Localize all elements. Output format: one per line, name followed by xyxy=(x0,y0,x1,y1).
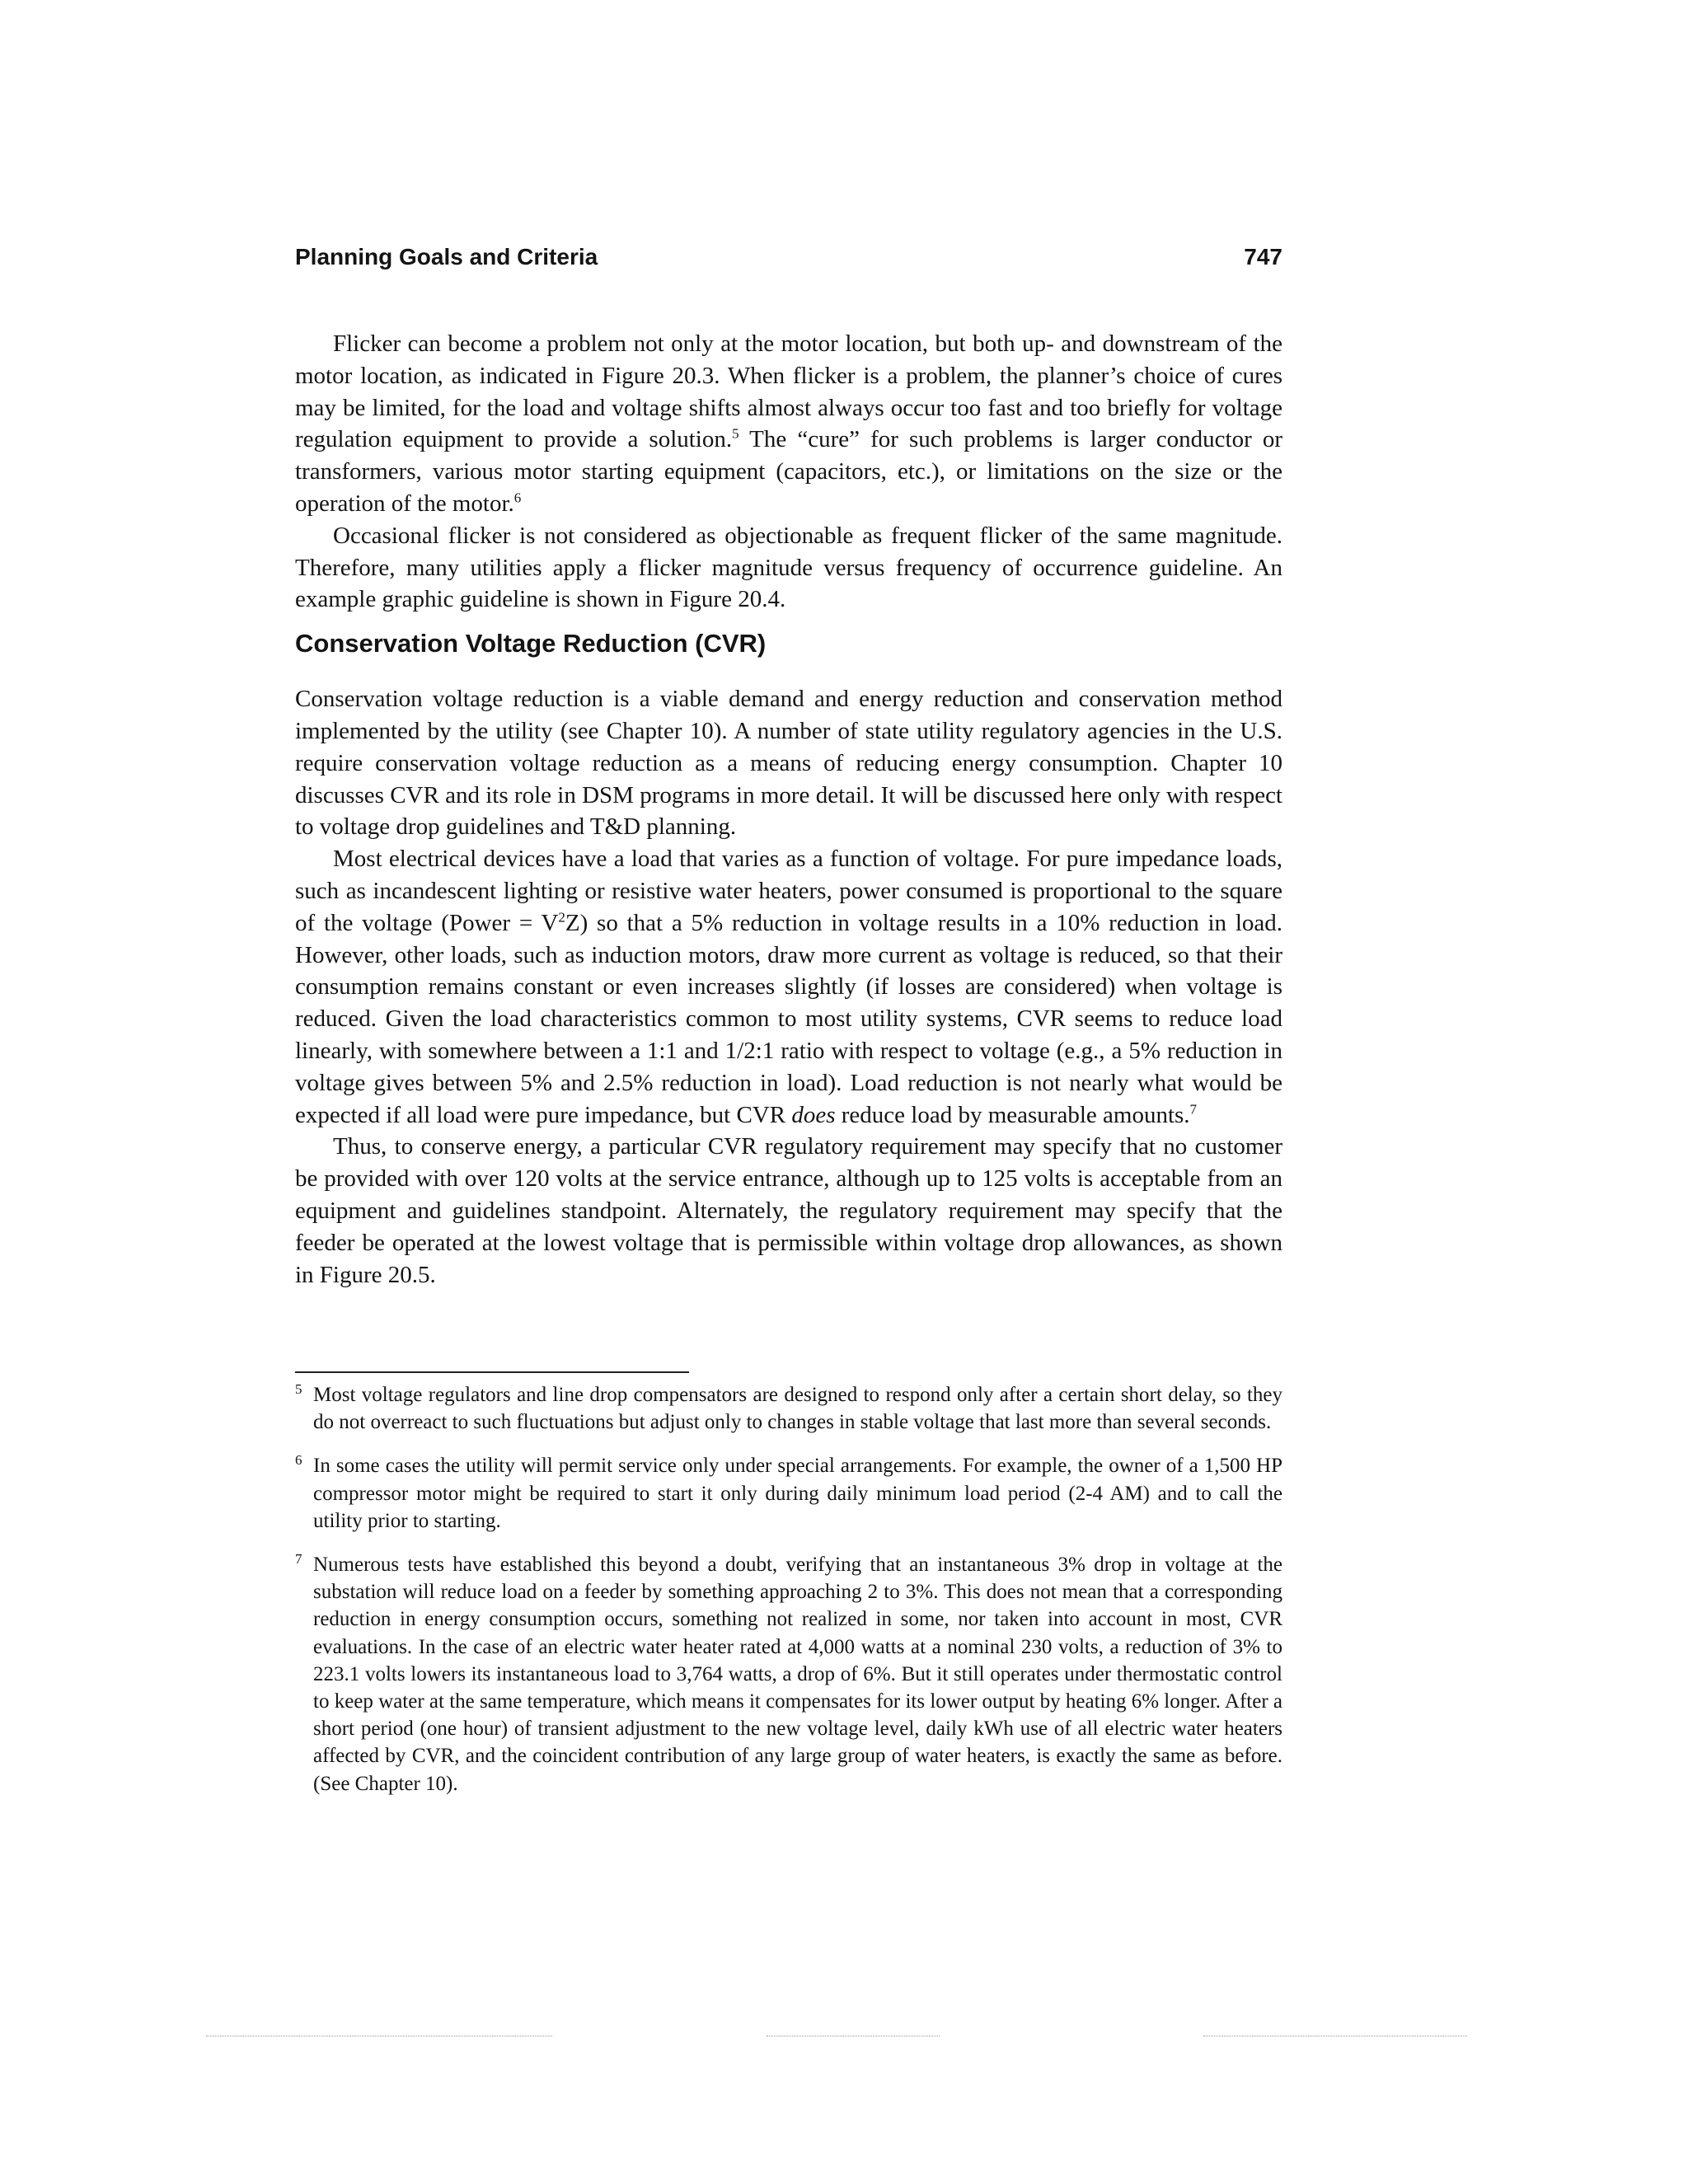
footnote-divider xyxy=(295,1371,689,1373)
footnote-ref-5: 5 xyxy=(732,425,739,442)
footnote-ref-6: 6 xyxy=(513,490,522,506)
footnote-text: Most voltage regulators and line drop compensators are designed to respond only after a certain short delay, so they do not overreact to such fluctuations but adjust only to changes in stable voltage that last more than several seconds. xyxy=(313,1384,1282,1434)
section-heading: Conservation Voltage Reduction (CVR) xyxy=(295,629,767,658)
paragraph-cvr-intro: Conservation voltage reduction is a viable demand and energy reduction and conservation method implemented by the utility (see Chapter 10). A number of state utility regulatory agencies in the U.S. require conservation voltage reduction as a means of reducing energy consumption. Chapter 10 discusses CVR and its role in DSM programs in more detail. It will be discussed here only with respect to voltage drop guidelines and T&D planning. xyxy=(295,686,1282,841)
footnote-text: Numerous tests have established this beyond a doubt, verifying that an instantaneous 3% drop in voltage at the substation will reduce load on a feeder by something approaching 2 to 3%. This does not mean that a corresponding reduction in energy consumption occurs, something not realized in some, nor taken into account in most, CVR evaluations. In the case of an electric water heater rated at 4,000 watts at a nominal 230 volts, a reduction of 3% to 223.1 volts lowers its instantaneous load to 3,764 watts, a drop of 6%. But it still operates under thermostatic control to keep water at the same temperature, which means it compensates for its lower output by heating 6% longer. After a short period (one hour) of transient adjustment to the new voltage level, daily kWh use of all electric water heaters affected by CVR, and the coincident contribution of any large group of water heaters, is exactly the same as before. (See Chapter 10). xyxy=(313,1554,1283,1795)
paragraph-text: The “cure” for such problems is larger conductor or transformers, various motor starting equipment (capacitors, etc.), or limitations on the size or the operation of the motor. xyxy=(295,426,1283,517)
paragraph-cvr-requirement: Thus, to conserve energy, a particular CVR regulatory requirement may specify that no customer be provided with over 120 volts at the service entrance, although up to 125 volts is acceptable from an equipment and guidelines standpoint. Alternately, the regulatory requirement may specify that the feeder be operated at the lowest voltage that is permissible within voltage drop allowances, as shown in Figure 20.5. xyxy=(295,1133,1282,1288)
paragraph-occasional-flicker: Occasional flicker is not considered as objectionable as frequent flicker of the same magnitude. Therefore, many utilities apply a flicker magnitude versus frequency of occurrence guideline. An example graphic guideline is shown in Figure 20.4. xyxy=(295,522,1282,613)
paragraph-text: Most electrical devices have a load that varies as a function of voltage. For pure impedance loads, such as incandescent lighting or resistive water heaters, power consumed is proportional to the square of the voltage (Power = V xyxy=(295,846,1282,936)
footnote-7: 7 Numerous tests have established this beyond a doubt, verifying that an instantaneous 3% drop in voltage at the substation will reduce load on a feeder by something approaching 2 to 3%. This does not mean that a corresponding reduction in energy consumption occurs, something not realized in some, nor taken into account in most, CVR evaluations. In the case of an electric water heater rated at 4,000 watts at a nominal 230 volts, a reduction of 3% to 223.1 volts lowers its instantaneous load to 3,764 watts, a drop of 6%. But it still operates under thermostatic control to keep water at the same temperature, which means it compensates for its lower output by heating 6% longer. After a short period (one hour) of transient adjustment to the new voltage level, daily kWh use of all electric water heaters affected by CVR, and the coincident contribution of any large group of water heaters, is exactly the same as before. (See Chapter 10). xyxy=(295,1550,1283,1795)
footnote-ref-7: 7 xyxy=(1189,1100,1198,1117)
exponent: 2 xyxy=(558,909,565,926)
body-text xyxy=(295,328,1282,1291)
paragraph-flicker-cures xyxy=(295,328,1282,520)
emphasis-text: does xyxy=(791,1101,836,1128)
footnote-6: 6 In some cases the utility will permit service only under special arrangements. For example, the owner of a 1,500 HP compressor motor might be required to start it only during daily minimum load period (2-4 AM) and to call the utility prior to starting. xyxy=(295,1452,1282,1532)
footnotes xyxy=(295,1381,1282,1814)
footnote-text: In some cases the utility will permit service only under special arrangements. For example, the owner of a 1,500 HP compressor motor might be required to start it only during daily minimum load period (2-4 AM) and to call the utility prior to starting. xyxy=(313,1455,1282,1532)
footnote-5: 5 Most voltage regulators and line drop compensators are designed to respond only after a certain short delay, so they do not overreact to such fluctuations but adjust only to changes in stable voltage that last more than several seconds. xyxy=(295,1380,1282,1434)
paragraph-text: reduce load by measurable amounts. xyxy=(835,1101,1190,1128)
paragraph-voltage-load xyxy=(295,843,1282,1131)
paragraph-text: Flicker can become a problem not only at the motor location, but both up- and downstream of the motor location, as indicated in Figure 20.3. When flicker is a problem, the planner’s choice of cures may be limited, for the load and voltage shifts almost always occur too fast and too briefly for voltage regulation equipment to provide a solution. xyxy=(295,330,1282,453)
running-title: Planning Goals and Criteria xyxy=(295,244,598,269)
page-number: 747 xyxy=(1244,244,1282,269)
page-header xyxy=(295,244,1282,277)
paragraph-text: Z) so that a 5% reduction in voltage results in a 10% reduction in load. However, other loads, such as induction motors, draw more current as voltage is reduced, so that their consumption remains constant or even increases slightly (if losses are considered) when voltage is reduced. Given the load characteristics common to most utility systems, CVR seems to reduce load linearly, with somewhere between a 1:1 and 1/2:1 ratio with respect to voltage (e.g., a 5% reduction in voltage gives between 5% and 2.5% reduction in load). Load reduction is not nearly what would be expected if all load were pure impedance, but CVR xyxy=(295,909,1282,1128)
